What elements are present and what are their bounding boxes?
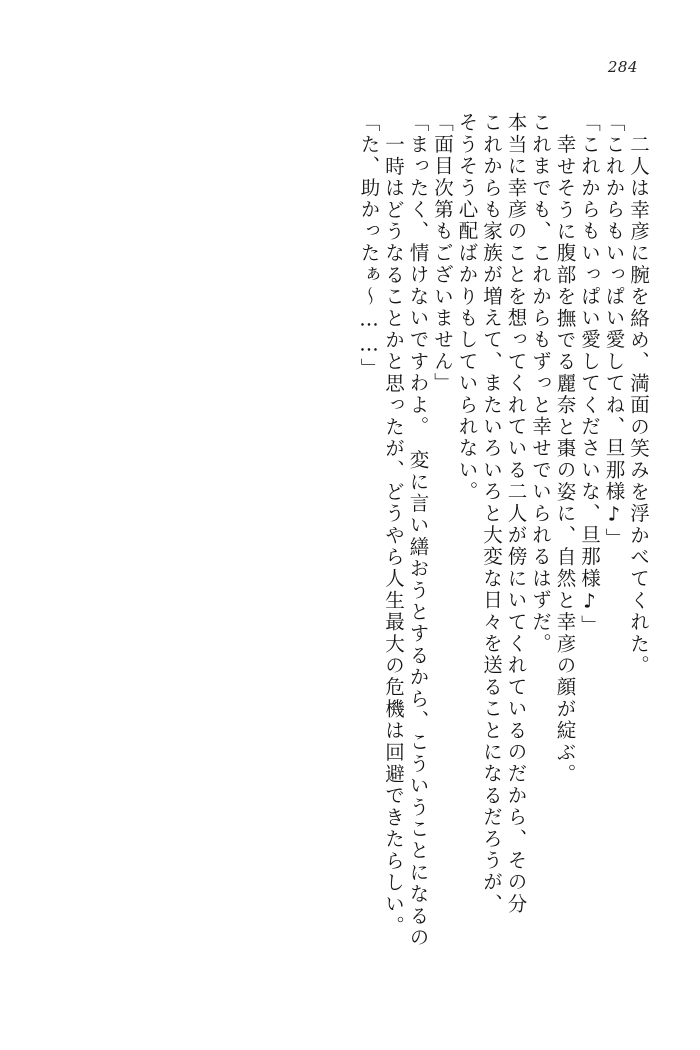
text-line: 二人は幸彦に腕を絡め、満面の笑みを浮かべてくれた。 xyxy=(627,134,650,677)
text-line: 幸せそうに腹部を撫でる麗奈と棗の姿に、自然と幸彦の顔が綻ぶ。 xyxy=(553,134,577,786)
text-line: 「これからもいっぱい愛してね、旦那様♪」 xyxy=(602,112,626,550)
vertical-text-block xyxy=(354,112,650,949)
text-line: 「まったく、情けないですわよ。 変に言い繕おうとするから、こういうことになるの xyxy=(406,112,430,949)
text-line: 一時はどうなることかと思ったが、どうやら人生最大の危機は回避できたらしい。 xyxy=(382,134,405,937)
text-line: 「面目次第もございません」 xyxy=(431,112,454,395)
text-line: そうそう心配ばかりもしていられない。 xyxy=(455,112,479,503)
text-line: これまでも、これからもずっと幸せでいられるはずだ。 xyxy=(529,112,552,655)
text-line: 本当に幸彦のことを想ってくれている二人が傍にいてくれているのだから、その分 xyxy=(504,112,528,915)
page-number: 284 xyxy=(607,58,638,76)
text-line: 「た、助かったぁ～……」 xyxy=(357,112,381,380)
text-line: 「これからもいっぱい愛してくださいな、旦那様♪」 xyxy=(578,112,601,637)
text-line: これからも家族が増えて、またいろいろと大変な日々を送ることになるだろうが、 xyxy=(480,112,503,915)
